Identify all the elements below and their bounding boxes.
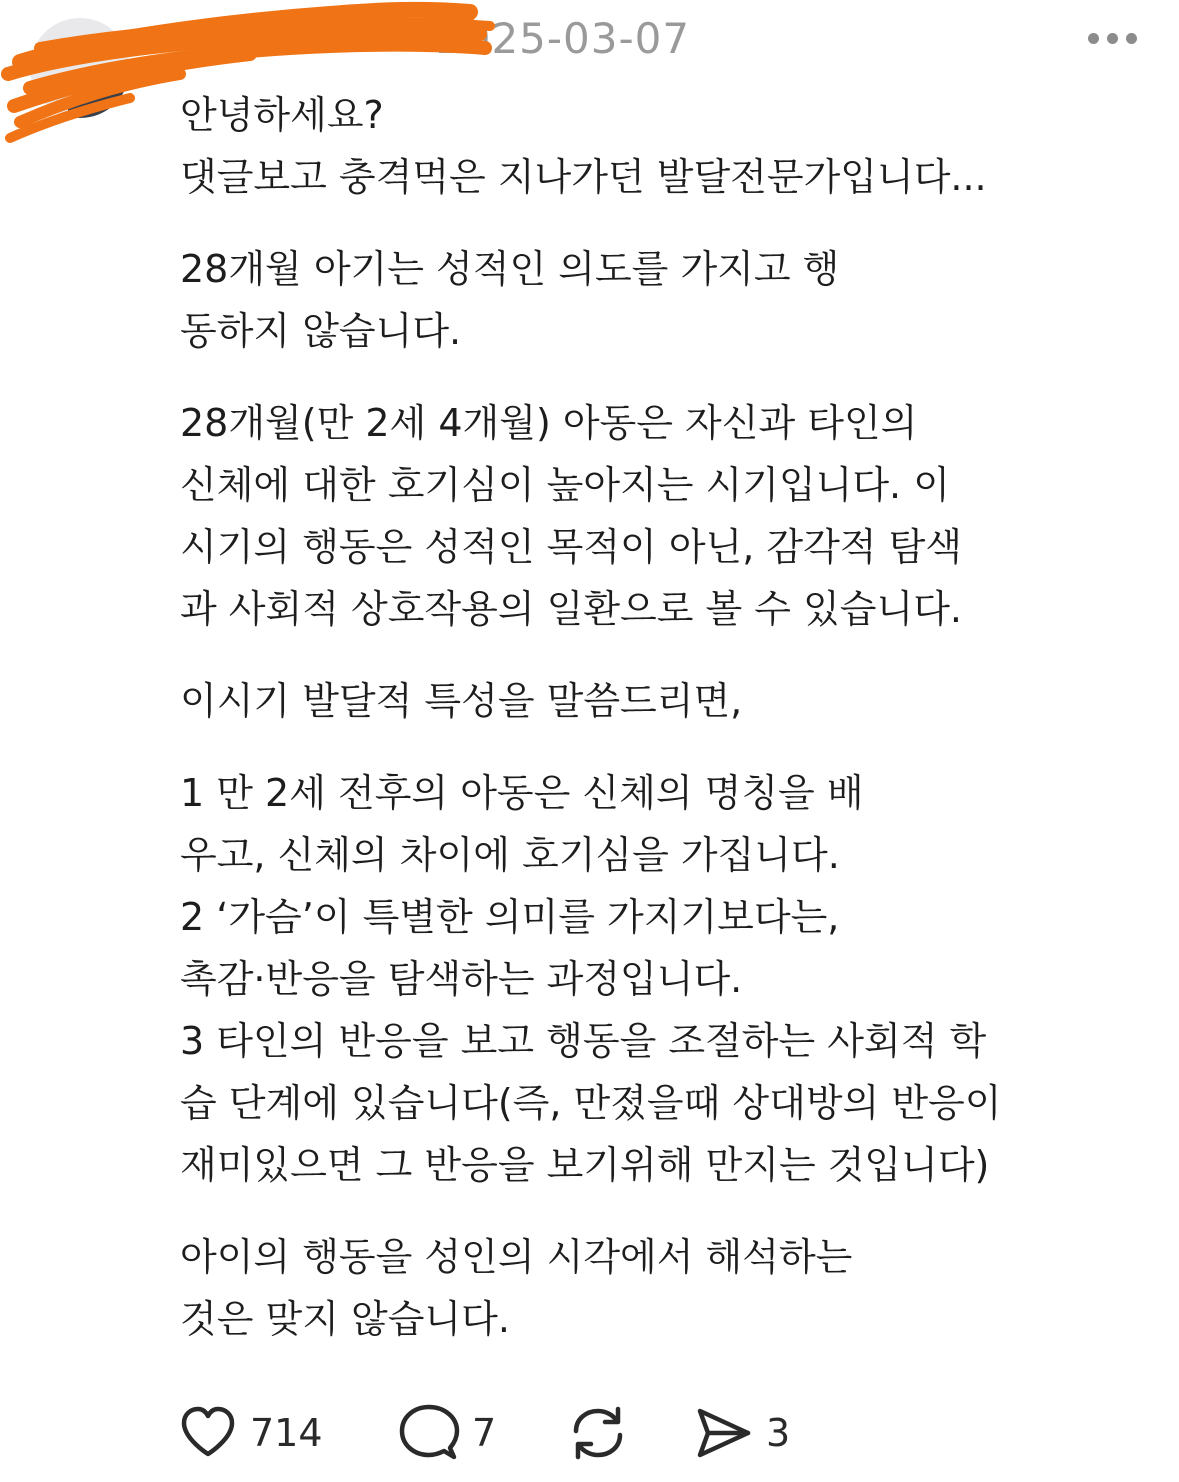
paragraph-intro-list bbox=[180, 670, 1080, 732]
text-line: 댓글보고 충격먹은 지나가던 발달전문가입니다... bbox=[180, 155, 987, 199]
more-dots-icon bbox=[1088, 33, 1099, 44]
like-button[interactable] bbox=[178, 1398, 323, 1468]
action-bar bbox=[178, 1398, 878, 1468]
text-line: 1 만 2세 전후의 아동은 신체의 명칭을 배 bbox=[180, 771, 864, 815]
text-line: 2 ‘가슴’이 특별한 의미를 가지기보다는, bbox=[180, 895, 840, 939]
share-button[interactable] bbox=[694, 1398, 790, 1468]
paragraph-greeting bbox=[180, 84, 1080, 208]
text-line: 안녕하세요? bbox=[180, 93, 384, 137]
text-line: 28개월(만 2세 4개월) 아동은 자신과 타인의 bbox=[180, 401, 918, 445]
repost-icon bbox=[566, 1401, 630, 1465]
text-line: 것은 맞지 않습니다. bbox=[180, 1297, 510, 1341]
post-date: 2025-03-07 bbox=[436, 14, 691, 63]
text-line: 3 타인의 반응을 보고 행동을 조절하는 사회적 학 bbox=[180, 1019, 987, 1063]
like-count: 714 bbox=[250, 1411, 323, 1455]
repost-button[interactable] bbox=[566, 1398, 630, 1468]
paragraph-conclusion bbox=[180, 1226, 1080, 1350]
more-options-button[interactable] bbox=[1080, 20, 1146, 56]
text-line: 촉감·반응을 탐색하는 과정입니다. bbox=[180, 957, 743, 1001]
text-line: 28개월 아기는 성적인 의도를 가지고 행 bbox=[180, 247, 840, 291]
text-line: 우고, 신체의 차이에 호기심을 가집니다. bbox=[180, 833, 840, 877]
text-line: 아이의 행동을 성인의 시각에서 해석하는 bbox=[180, 1235, 853, 1279]
comment-count: 7 bbox=[472, 1411, 497, 1455]
paragraph-statement bbox=[180, 238, 1080, 362]
paragraph-explanation bbox=[180, 392, 1080, 640]
share-count: 3 bbox=[766, 1411, 791, 1455]
text-line: 이시기 발달적 특성을 말씀드리면, bbox=[180, 679, 743, 723]
text-line: 신체에 대한 호기심이 높아지는 시기입니다. 이 bbox=[180, 463, 950, 507]
paragraph-list bbox=[180, 762, 1080, 1196]
text-line: 동하지 않습니다. bbox=[180, 309, 462, 353]
heart-icon bbox=[178, 1403, 238, 1463]
send-icon bbox=[694, 1403, 754, 1463]
text-line: 과 사회적 상호작용의 일환으로 볼 수 있습니다. bbox=[180, 587, 963, 631]
post-body bbox=[180, 84, 1080, 1380]
more-dot bbox=[1126, 33, 1137, 44]
text-line: 습 단계에 있습니다(즉, 만졌을때 상대방의 반응이 bbox=[180, 1081, 1002, 1125]
text-line: 재미있으면 그 반응을 보기위해 만지는 것입니다) bbox=[180, 1143, 990, 1187]
comment-button[interactable] bbox=[398, 1398, 496, 1468]
text-line: 시기의 행동은 성적인 목적이 아닌, 감각적 탐색 bbox=[180, 525, 963, 569]
more-dot bbox=[1107, 33, 1118, 44]
comment-bubble-icon bbox=[398, 1402, 460, 1464]
